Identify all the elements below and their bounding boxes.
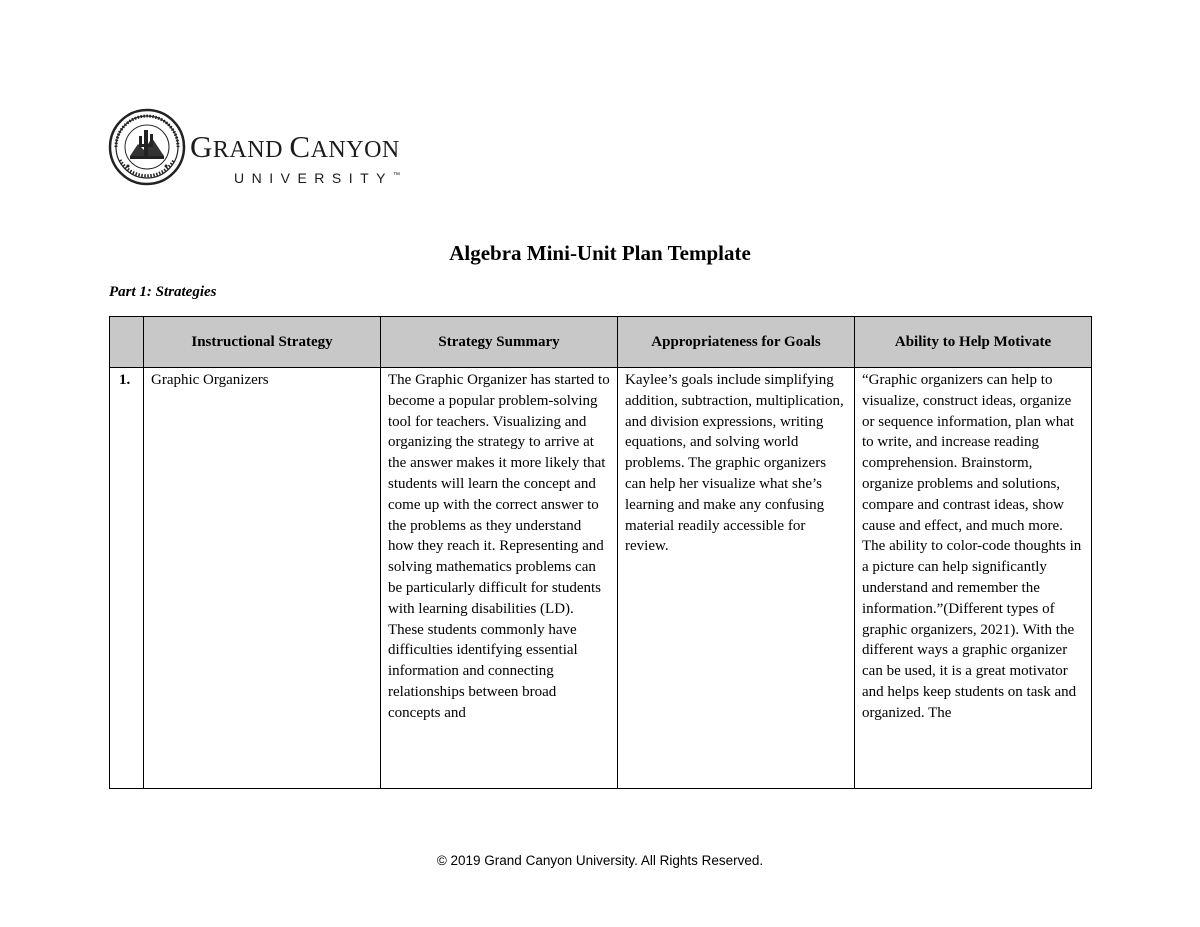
strategies-table bbox=[109, 316, 1092, 789]
header-number bbox=[110, 317, 144, 368]
row-number: 1. bbox=[110, 368, 144, 789]
header-ability-to-motivate: Ability to Help Motivate bbox=[855, 317, 1092, 368]
copyright-footer: © 2019 Grand Canyon University. All Rights Reserved. bbox=[436, 853, 764, 868]
header-instructional-strategy: Instructional Strategy bbox=[144, 317, 381, 368]
table-header-row bbox=[110, 317, 1092, 368]
cell-strategy: Graphic Organizers bbox=[144, 368, 381, 789]
cell-summary: The Graphic Organizer has started to become a popular problem-solving tool for teachers. Visualizing and organizing the strategy to arrive at the answer makes it more likely that students will learn the concept and come up with the correct answer to the problems as they understand how they reach it. Representing and solving mathematics problems can be particularly difficult for students with learning disabilities (LD). These students commonly have difficulties identifying essential information and connecting relationships between broad concepts and bbox=[381, 368, 618, 789]
cell-goals: Kaylee’s goals include simplifying addition, subtraction, multiplication, and division expressions, writing equations, and solving world problems. The graphic organizers can help her visualize what she’s learning and make any confusing material readily accessible for review. bbox=[618, 368, 855, 789]
part-heading: Part 1: Strategies bbox=[109, 284, 217, 300]
header-strategy-summary: Strategy Summary bbox=[381, 317, 618, 368]
university-name: GRAND CANYON bbox=[190, 129, 400, 164]
university-seal-icon bbox=[108, 108, 186, 186]
university-subtitle: UNIVERSITY™ bbox=[234, 170, 401, 186]
cell-motivate: “Graphic organizers can help to visualize, construct ideas, organize or sequence information, plan what to write, and increase reading comprehension. Brainstorm, organize problems and solutions, compare and contrast ideas, show cause and effect, and much more. The ability to color-code thoughts in a picture can help significantly understand and remember the information.”(Different types of graphic organizers, 2021). With the different ways a graphic organizer can be used, it is a great motivator and helps keep students on task and organized. The bbox=[855, 368, 1092, 789]
header-appropriateness: Appropriateness for Goals bbox=[618, 317, 855, 368]
document-title: Algebra Mini-Unit Plan Template bbox=[449, 241, 751, 265]
university-wordmark bbox=[190, 129, 401, 186]
table-row bbox=[110, 368, 1092, 789]
